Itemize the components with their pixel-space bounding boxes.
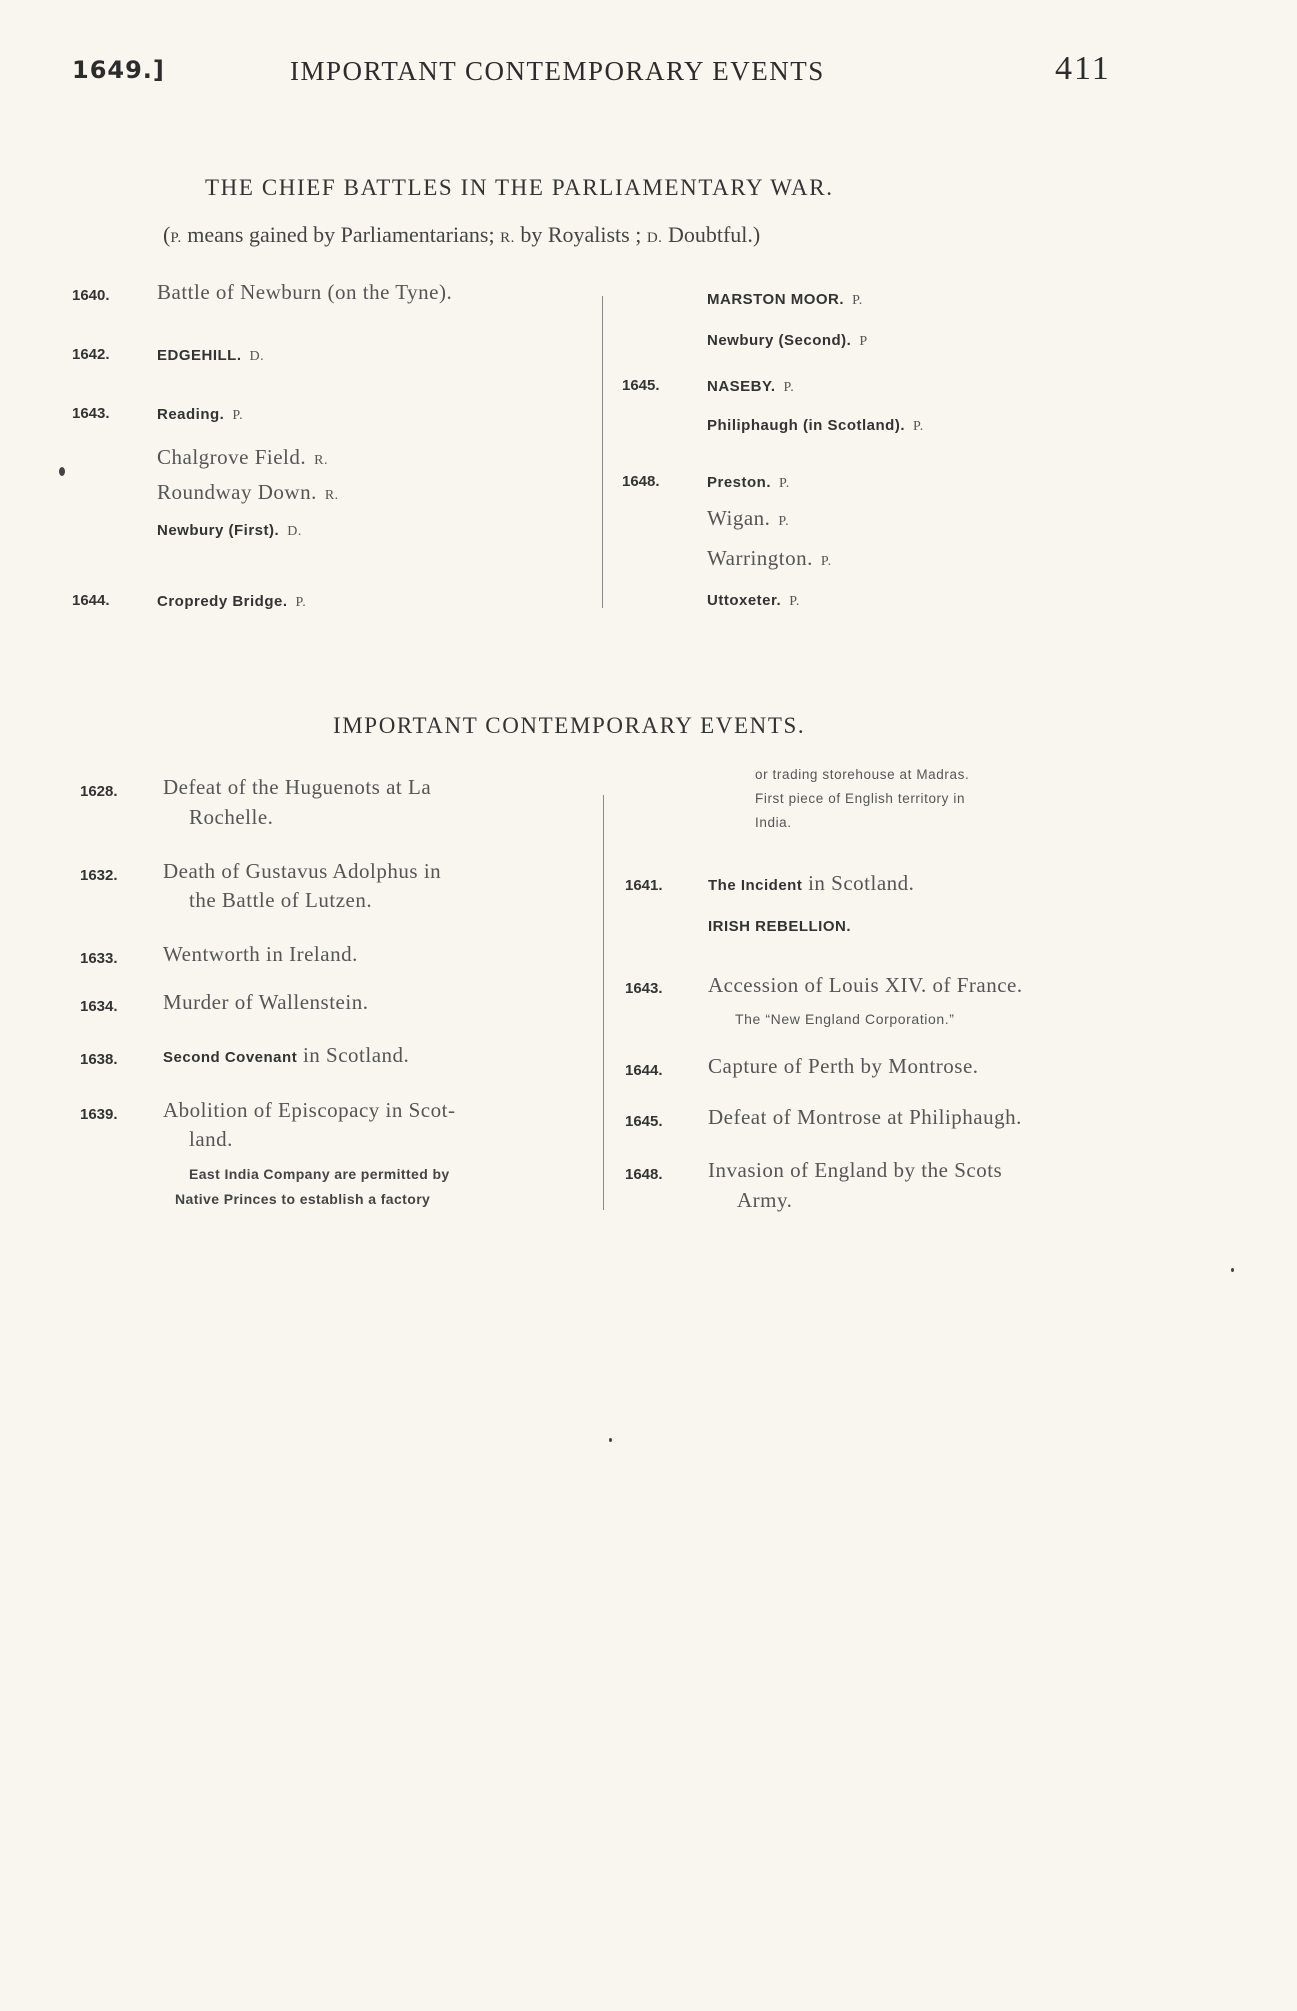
battle-year: 1644. bbox=[72, 592, 110, 609]
event-line: Wentworth in Ireland. bbox=[163, 942, 358, 966]
battles-legend: (P. means gained by Parliamentarians; R. by Royalists ; D. Doubtful.) bbox=[163, 222, 761, 247]
running-header-title: IMPORTANT CONTEMPORARY EVENTS bbox=[290, 56, 825, 86]
battle-year: 1648. bbox=[622, 473, 660, 490]
margin-dot bbox=[59, 467, 65, 476]
event-year: 1638. bbox=[80, 1051, 118, 1068]
paper-speck bbox=[1231, 1268, 1234, 1272]
event-line: land. bbox=[189, 1127, 233, 1151]
battle-year: 1645. bbox=[622, 377, 660, 394]
running-header-year: 1649.] bbox=[72, 56, 165, 84]
event-year: 1639. bbox=[80, 1106, 118, 1123]
event-year: 1641. bbox=[625, 877, 663, 894]
event-year: 1632. bbox=[80, 867, 118, 884]
event-line: Abolition of Episcopacy in Scot- bbox=[163, 1098, 456, 1122]
event-year: 1645. bbox=[625, 1113, 663, 1130]
event-year: 1628. bbox=[80, 783, 118, 800]
battle-entry: Warrington. P. bbox=[707, 546, 832, 570]
event-line: the Battle of Lutzen. bbox=[189, 888, 373, 912]
event-year: 1644. bbox=[625, 1062, 663, 1079]
battle-entry: Roundway Down. R. bbox=[157, 480, 339, 504]
event-note-line: First piece of English territory in bbox=[755, 791, 966, 806]
battle-entry: Uttoxeter. P. bbox=[707, 592, 800, 609]
battle-year: 1640. bbox=[72, 287, 110, 304]
battle-entry: EDGEHILL. D. bbox=[157, 347, 265, 364]
event-year: 1643. bbox=[625, 980, 663, 997]
event-line: IRISH REBELLION. bbox=[708, 918, 852, 935]
battle-entry: Newbury (Second). P bbox=[707, 332, 868, 349]
event-line: Second Covenant in Scotland. bbox=[163, 1043, 410, 1067]
event-note-line: Native Princes to establish a factory bbox=[175, 1191, 431, 1207]
event-note-line: India. bbox=[755, 815, 792, 830]
event-line: Defeat of Montrose at Philiphaugh. bbox=[708, 1105, 1022, 1129]
event-line: Rochelle. bbox=[189, 805, 274, 829]
event-line: Accession of Louis XIV. of France. bbox=[708, 973, 1023, 997]
event-year: 1633. bbox=[80, 950, 118, 967]
battles-title: THE CHIEF BATTLES IN THE PARLIAMENTARY WAR. bbox=[205, 175, 834, 200]
event-line: Death of Gustavus Adolphus in bbox=[163, 859, 442, 883]
battle-entry: NASEBY. P. bbox=[707, 378, 795, 395]
page-number: 411 bbox=[1055, 50, 1111, 87]
event-line: Invasion of England by the Scots bbox=[708, 1158, 1003, 1182]
battle-entry: Preston. P. bbox=[707, 474, 790, 491]
event-line: Army. bbox=[737, 1188, 793, 1212]
battles-column-divider bbox=[602, 296, 603, 608]
battle-year: 1643. bbox=[72, 405, 110, 422]
event-note-line: The “New England Corporation.” bbox=[735, 1011, 955, 1027]
battle-entry: MARSTON MOOR. P. bbox=[707, 291, 863, 308]
event-line: Murder of Wallenstein. bbox=[163, 990, 369, 1014]
battle-entry: Newbury (First). D. bbox=[157, 522, 302, 539]
battle-year: 1642. bbox=[72, 346, 110, 363]
events-column-divider bbox=[603, 795, 604, 1210]
event-line: Defeat of the Huguenots at La bbox=[163, 775, 432, 799]
events-title: IMPORTANT CONTEMPORARY EVENTS. bbox=[333, 713, 806, 738]
battle-entry: Philiphaugh (in Scotland). P. bbox=[707, 417, 924, 434]
battle-entry: Reading. P. bbox=[157, 406, 244, 423]
paper-speck bbox=[609, 1438, 612, 1442]
event-note-line: or trading storehouse at Madras. bbox=[755, 767, 970, 782]
event-year: 1634. bbox=[80, 998, 118, 1015]
event-line: The Incident in Scotland. bbox=[708, 871, 915, 895]
battle-entry: Cropredy Bridge. P. bbox=[157, 593, 307, 610]
event-year: 1648. bbox=[625, 1166, 663, 1183]
battle-entry: Chalgrove Field. R. bbox=[157, 445, 328, 469]
battle-entry: Battle of Newburn (on the Tyne). bbox=[157, 280, 453, 304]
event-note-line: East India Company are permitted by bbox=[189, 1166, 450, 1182]
battle-entry: Wigan. P. bbox=[707, 506, 790, 530]
event-line: Capture of Perth by Montrose. bbox=[708, 1054, 979, 1078]
